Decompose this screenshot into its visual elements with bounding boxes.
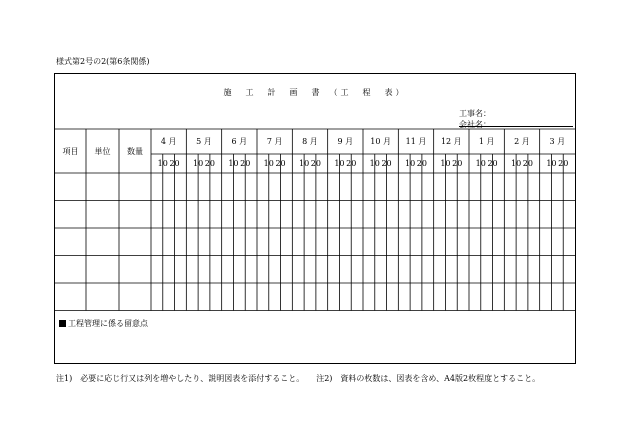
month-label: 9 月 — [337, 137, 354, 146]
day-20-label: 20 — [522, 159, 533, 168]
month-label: 8 月 — [302, 137, 318, 146]
construction-name-label: 工事名： — [459, 109, 491, 118]
day-20-label: 20 — [416, 159, 427, 168]
month-label: 4 月 — [160, 137, 177, 146]
black-square-icon — [59, 320, 66, 327]
day-20-label: 20 — [240, 159, 251, 168]
remarks-section — [59, 318, 148, 329]
day-10-label: 10 — [334, 159, 345, 168]
month-label: 1 月 — [478, 137, 495, 146]
form-code: 様式第2号の2(第6条関係) — [56, 57, 150, 66]
day-10-label: 10 — [546, 159, 557, 168]
day-20-label: 20 — [487, 159, 498, 168]
month-label: 5 月 — [196, 137, 212, 146]
day-20-label: 20 — [346, 159, 357, 168]
day-10-label: 10 — [193, 159, 204, 168]
day-20-label: 20 — [310, 159, 321, 168]
day-10-label: 10 — [405, 159, 416, 168]
month-label: 6 月 — [231, 137, 248, 146]
day-10-label: 10 — [511, 159, 522, 168]
day-10-label: 10 — [263, 159, 274, 168]
schedule-form — [54, 73, 576, 364]
remarks-label: 工程管理に係る留意点 — [68, 319, 148, 328]
day-20-label: 20 — [558, 159, 569, 168]
footnote-1: 注1) 必要に応じ行又は列を増やしたり、説明図表を添付すること。 — [56, 374, 305, 383]
footnote-2: 注2) 資料の枚数は、図表を含め、A4版2枚程度とすること。 — [316, 374, 541, 383]
company-name-label: 会社名： — [459, 120, 491, 129]
month-label: 2 月 — [514, 137, 530, 146]
day-10-label: 10 — [299, 159, 310, 168]
day-20-label: 20 — [275, 159, 286, 168]
day-10-label: 10 — [475, 159, 486, 168]
day-20-label: 20 — [204, 159, 215, 168]
day-20-label: 20 — [452, 159, 463, 168]
month-label: 3 月 — [549, 137, 566, 146]
form-title: 施 工 計 画 書 （工 程 表） — [223, 88, 407, 97]
day-10-label: 10 — [228, 159, 239, 168]
month-label: 12 月 — [440, 137, 462, 146]
header-unit: 単位 — [94, 147, 111, 156]
day-10-label: 10 — [440, 159, 451, 168]
day-20-label: 20 — [169, 159, 180, 168]
month-label: 7 月 — [266, 137, 283, 146]
day-10-label: 10 — [369, 159, 380, 168]
footnotes — [56, 373, 540, 384]
month-label: 11 月 — [405, 137, 427, 146]
day-10-label: 10 — [157, 159, 168, 168]
header-item: 項目 — [62, 147, 79, 156]
day-20-label: 20 — [381, 159, 392, 168]
header-quantity: 数量 — [127, 147, 143, 156]
month-label: 10 月 — [370, 137, 392, 146]
